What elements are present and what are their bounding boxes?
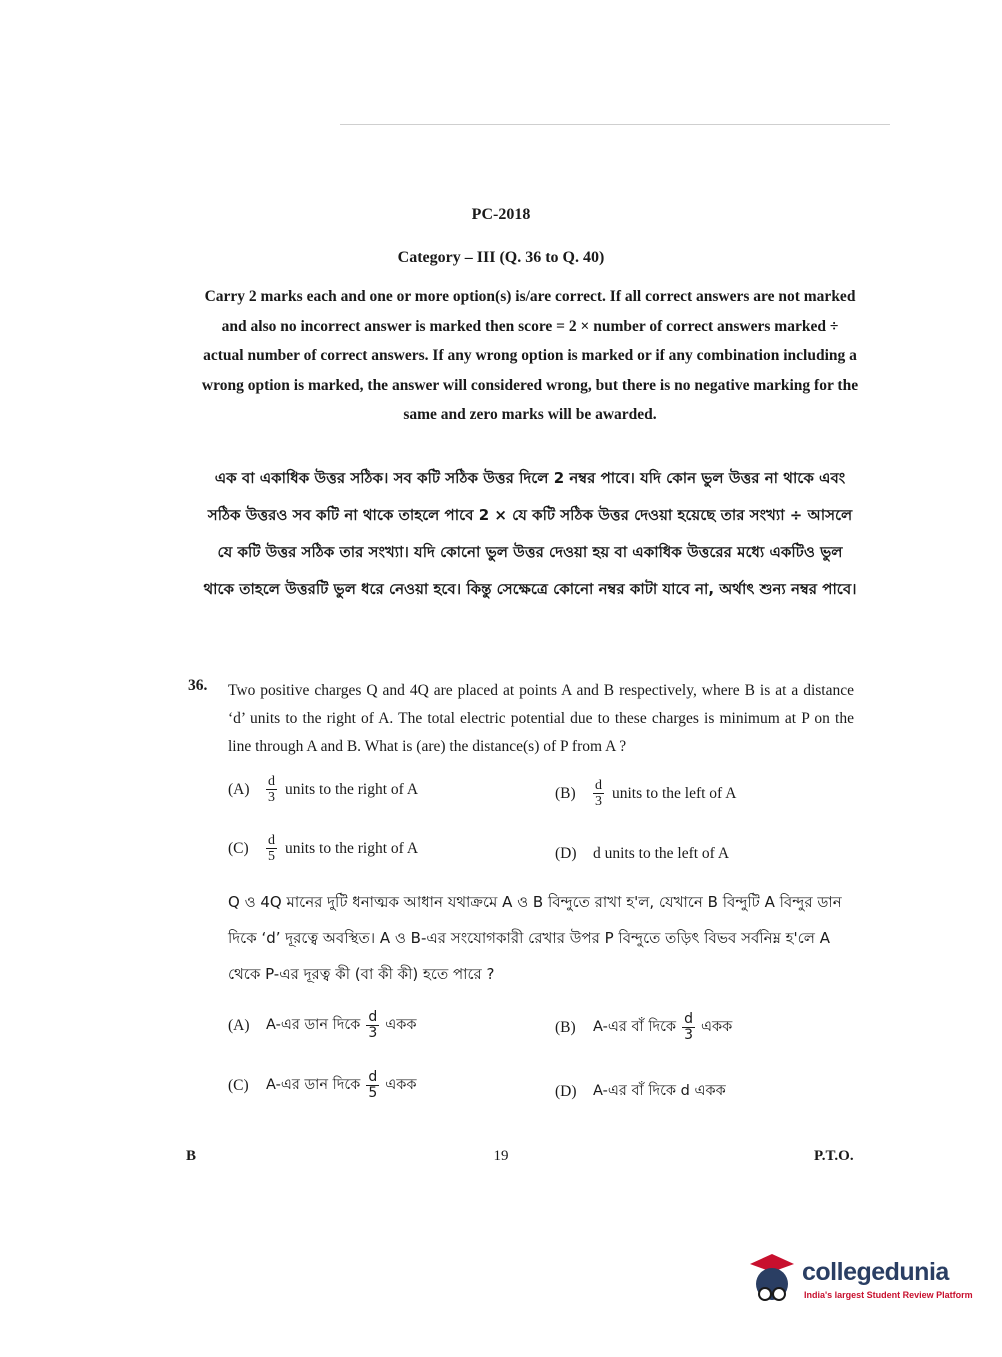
option-label: (C) [228, 839, 249, 857]
option-d-en [555, 845, 729, 863]
numerator: d [368, 1009, 378, 1025]
option-text: units to the right of A [285, 839, 419, 857]
option-b-en [555, 778, 736, 809]
denominator: 3 [268, 790, 275, 805]
option-d-bn [555, 1080, 726, 1104]
option-suffix: একক [701, 1018, 733, 1035]
fraction [366, 1070, 379, 1101]
option-label: (A) [228, 1016, 250, 1034]
top-rule [340, 124, 890, 125]
fraction [266, 833, 277, 864]
collegedunia-logo [744, 1252, 974, 1312]
numerator: d [268, 774, 275, 789]
option-label: (C) [228, 1076, 249, 1094]
option-b-bn [555, 1012, 732, 1043]
option-label: (A) [228, 780, 250, 798]
option-text: units to the right of A [285, 780, 419, 798]
numerator: d [684, 1011, 693, 1027]
option-label: (B) [555, 1018, 576, 1036]
category-heading: Category – III (Q. 36 to Q. 40) [397, 249, 605, 266]
option-prefix: A-এর ডান দিকে [266, 1076, 361, 1093]
fraction [366, 1010, 379, 1041]
option-text: A-এর বাঁ দিকে d একক [593, 1083, 726, 1099]
option-c-en [228, 833, 418, 864]
option-prefix: A-এর বাঁ দিকে [593, 1018, 677, 1035]
footer-pto: P.T.O. [814, 1148, 854, 1164]
question-text-bengali: Q ও 4Q মানের দুটি ধনাত্মক আধান যথাক্রমে A ও B বিন্দুতে রাখা হ'ল, যেখানে B বিন্দুটি A বিন্দুর ডান দিকে ‘d’ দূরত্বে অবস্থিত। A ও B-এর সংযোগকারী রেখার উপর P বিন্দুতে তড়িৎ বিভব সর্বনিম্ন হ'লে A থেকে P-এর দূরত্ব কী (বা কী কী) হতে পারে ? [228, 893, 842, 983]
fraction [682, 1012, 695, 1043]
option-label: (B) [555, 784, 576, 802]
denominator: 3 [595, 794, 602, 809]
numerator: d [268, 833, 275, 848]
mascot-icon [744, 1252, 800, 1310]
option-a-bn [228, 1010, 417, 1041]
denominator: 3 [368, 1025, 378, 1041]
numerator: d [368, 1069, 378, 1085]
option-prefix: A-এর ডান দিকে [266, 1016, 361, 1033]
option-text: units to the left of A [612, 784, 737, 802]
numerator: d [595, 778, 602, 793]
denominator: 5 [268, 849, 275, 864]
option-suffix: একক [385, 1016, 417, 1033]
denominator: 3 [684, 1027, 693, 1043]
question-number: 36. [188, 677, 208, 694]
brand-tagline: India's largest Student Review Platform [804, 1290, 973, 1300]
option-a-en [228, 774, 418, 805]
fraction [266, 774, 277, 805]
question-text-english: Two positive charges Q and 4Q are placed at points A and B respectively, where B is at a distance ‘d’ units to the right of A. The total electric potential due to these charges is minimum at P on the line through A and B. What is (are) the distance(s) of P from A ? [228, 682, 854, 755]
option-label: (D) [555, 1083, 577, 1100]
option-c-bn [228, 1070, 417, 1101]
option-suffix: একক [385, 1076, 417, 1093]
option-text: d units to the left of A [593, 845, 730, 862]
denominator: 5 [368, 1085, 378, 1101]
page-number: 19 [493, 1148, 509, 1164]
instructions-bengali: এক বা একাধিক উত্তর সঠিক। সব কটি সঠিক উত্তর দিলে 2 নম্বর পাবে। যদি কোন ভুল উত্তর না থাকে এবং সঠিক উত্তরও সব কটি না থাকে তাহলে পাবে 2 × যে কটি সঠিক উত্তর দেওয়া হয়েছে তার সংখ্যা ÷ আসলে যে কটি উত্তর সঠিক তার সংখ্যা। যদি কোনো ভুল উত্তর দেওয়া হয় বা একাধিক উত্তরের মধ্যে একটিও ভুল থাকে তাহলে উত্তরটি ভুল ধরে নেওয়া হবে। কিন্তু সেক্ষেত্রে কোনো নম্বর কাটা যাবে না, অর্থাৎ শুন্য নম্বর পাবে। [203, 469, 857, 598]
instructions-english: Carry 2 marks each and one or more option(s) is/are correct. If all correct answers are not marked and also no incorrect answer is marked then score = 2 × number of correct answers marked ÷ actual number of correct answers. If any wrong option is marked or if any combination including a wrong option is marked, the answer will considered wrong, but there is no negative marking for the same and zero marks will be awarded. [201, 288, 859, 423]
option-label: (D) [555, 845, 577, 862]
paper-code: PC-2018 [471, 206, 531, 223]
footer-booklet-code: B [186, 1148, 197, 1164]
fraction [593, 778, 604, 809]
brand-name: collegedunia [802, 1258, 949, 1286]
